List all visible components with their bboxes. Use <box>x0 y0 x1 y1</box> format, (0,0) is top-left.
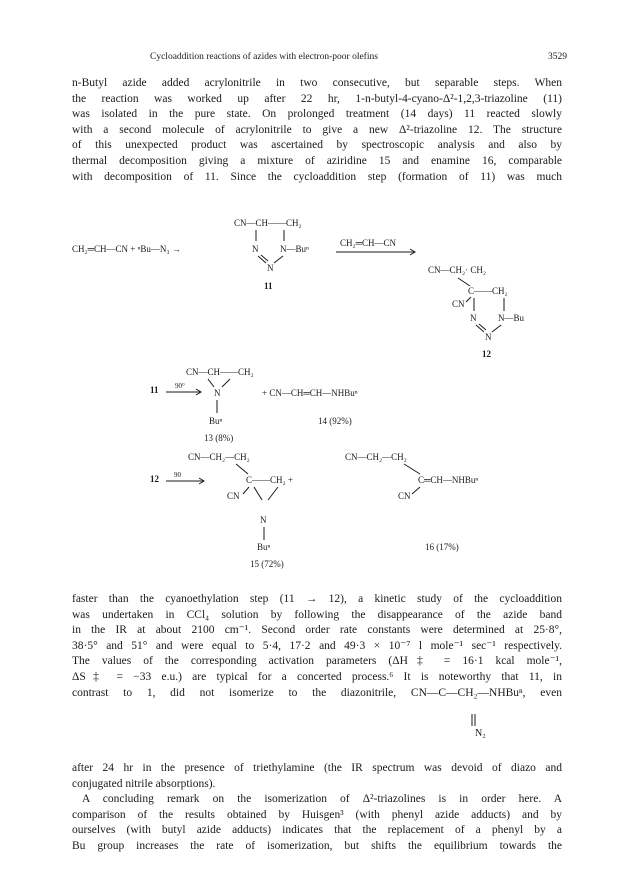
triazoline-12-n-left: N <box>470 313 477 323</box>
triazoline-11-n-left: N <box>252 244 259 254</box>
bond <box>492 325 501 332</box>
bond <box>274 256 283 263</box>
row3-temperature: 90 <box>174 471 181 479</box>
reagent-above-arrow: CH₂═CH—CN <box>340 238 397 248</box>
bond <box>243 487 249 494</box>
page-number: 3529 <box>548 52 567 62</box>
bond <box>222 379 230 387</box>
text-line: A concluding remark on the isomerization of Δ²-triazolines is in order here. A <box>82 793 562 806</box>
triazoline-12-n-bottom: N <box>485 332 492 342</box>
triazoline-12-c: C——CH₂ <box>468 286 508 296</box>
aziridine-13-top: CN—CH——CH₂ <box>186 367 254 377</box>
bond <box>268 487 278 500</box>
compound-label-11: 11 <box>264 281 273 291</box>
running-header <box>0 52 624 68</box>
running-title: Cycloaddition reactions of azides with electron-poor olefins <box>150 52 378 62</box>
bond <box>412 487 420 494</box>
bond <box>254 487 262 500</box>
text-line: contrast to 1, did not isomerize to the diazonitrile, CN—C—CH₂—NHBuⁿ, even <box>72 686 562 699</box>
diazo-n2-label: N₂ <box>475 728 486 739</box>
text-line: the reaction was worked up after 22 hr, 1-n-butyl-4-cyano-Δ²-1,2,3-triazoline (11) <box>72 92 562 105</box>
bond <box>466 297 471 302</box>
bond <box>404 464 420 474</box>
double-bond <box>258 256 266 263</box>
triazoline-11-n-bottom: N <box>267 263 274 273</box>
text-line: in the IR at about 2100 cm⁻¹. Second order rate constants were determined at 25·8°, <box>72 624 562 637</box>
triazoline-11-top: CN—CH——CH₂ <box>234 218 302 228</box>
text-line: faster than the cyanoethylation step (11 → 12), a kinetic study of the cycloaddition <box>72 593 562 605</box>
aziridine-13-n: N <box>214 388 221 398</box>
text-line: Bu group increases the rate of isomerization, but shifts the equilibrium towards the <box>72 839 562 852</box>
text-line: comparison of the results obtained by Huisgen³ (with phenyl azide adducts) and by <box>72 808 562 821</box>
compound-label-16: 16 (17%) <box>425 542 459 552</box>
text-line: of this unexpected product was ascertained by spectroscopic analysis and also by <box>72 139 562 152</box>
triazoline-11-n-right: N—Buⁿ <box>280 244 309 254</box>
diazo-double-bond <box>465 712 485 728</box>
triazoline-12-cn: CN <box>452 299 465 309</box>
aziridine-15-cn: CN <box>227 491 240 501</box>
text-line: The values of the corresponding activation parameters (ΔH‡ = 16·1 kcal mole⁻¹, <box>72 655 562 668</box>
triazoline-12-top: CN—CH₂· CH₂ <box>428 265 487 275</box>
text-line: ΔS‡ = −33 e.u.) are typical for a concerted process.⁶ It is noteworthy that 11, in <box>72 670 562 683</box>
enamine-14: + CN—CH═CH—NHBuⁿ <box>262 388 358 398</box>
enamine-16-c: C═CH—NHBuⁿ <box>418 475 479 485</box>
text-line: thermal decomposition giving a mixture of aziridine 15 and enamine 16, comparable <box>72 154 562 167</box>
text-line: with a second molecule of acrylonitrile to give a new Δ²-triazoline 12. The structure <box>72 123 562 136</box>
compound-label-12: 12 <box>482 349 491 359</box>
text-line: n-Butyl azide added acrylonitrile in two consecutive, but separable steps. When <box>72 77 562 89</box>
paragraph-kinetics <box>72 592 562 701</box>
text-line: 38·5° and 51° and were equal to 5·4, 17·2 and 49·3 × 10⁻⁷ l mole⁻¹ sec⁻¹ respectively. <box>72 639 562 652</box>
row3-start-12: 12 <box>150 474 159 484</box>
text-line: was isolated in the pure state. On prolonged treatment (14 days) 11 reacted slowly <box>72 108 562 121</box>
bond <box>236 464 248 474</box>
bond <box>458 278 470 286</box>
text-line: ourselves (with butyl azide adducts) indicates that the replacement of a phenyl by a <box>72 824 562 837</box>
aziridine-15-c: C——CH₂ + <box>246 475 293 485</box>
triazoline-12-n-right: N—Bu <box>498 313 525 323</box>
enamine-16-top: CN—CH₂—CH₂ <box>345 452 407 462</box>
text-line: was undertaken in CCl₄ solution by following the disappearance of the azide band <box>72 608 562 621</box>
text-line: conjugated nitrile absorptions). <box>72 777 216 790</box>
text-line: after 24 hr in the presence of triethylamine (the IR spectrum was devoid of diazo and <box>72 762 562 774</box>
enamine-16-cn: CN <box>398 491 411 501</box>
text-line: with decomposition of 11. Since the cycloaddition step (formation of 11) was much <box>72 170 562 183</box>
paragraph-conclusion <box>72 761 562 855</box>
bond <box>208 379 214 387</box>
aziridine-15-n: N <box>260 515 267 525</box>
aziridine-15-top: CN—CH₂—CH₂ <box>188 452 250 462</box>
compound-label-13: 13 (8%) <box>204 433 234 443</box>
row2-start-11: 11 <box>150 385 159 395</box>
aziridine-15-bu: Buⁿ <box>257 542 271 552</box>
reaction-scheme <box>0 200 624 580</box>
aziridine-13-bu: Buⁿ <box>209 416 223 426</box>
row2-temperature: 90° <box>175 382 185 390</box>
double-bond <box>476 325 484 332</box>
reactants: CH₂═CH—CN + ⁿBu—N₃ → <box>72 244 181 254</box>
compound-label-14: 14 (92%) <box>318 416 352 426</box>
paragraph-intro <box>72 76 562 185</box>
compound-label-15: 15 (72%) <box>250 559 284 569</box>
